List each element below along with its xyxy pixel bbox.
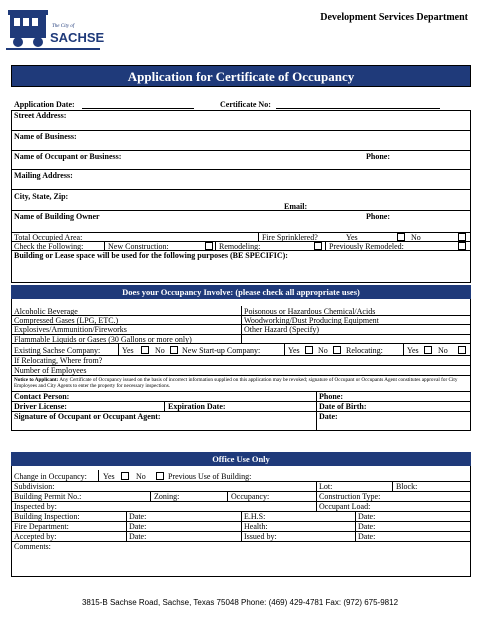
- permit-label: Building Permit No.:: [14, 492, 82, 501]
- issued-by-label: Issued by:: [244, 532, 277, 541]
- sprinklered-yes-checkbox[interactable]: [397, 233, 405, 241]
- relocating-no-checkbox[interactable]: [458, 346, 466, 354]
- fire-department-label: Fire Department:: [14, 522, 69, 531]
- block-label: Block:: [396, 482, 418, 491]
- fire-sprinklered-label: Fire Sprinklered?: [262, 233, 318, 242]
- remodeling-label: Remodeling:: [219, 242, 261, 251]
- change-yes-checkbox[interactable]: [121, 472, 129, 480]
- purpose-label: Building or Lease space will be used for the following purposes (BE SPECIFIC):: [14, 251, 288, 260]
- hazard-flammable[interactable]: Flammable Liquids or Gases (30 Gallons or more only): [14, 335, 192, 344]
- department-name: Development Services Department: [320, 12, 468, 23]
- hazard-woodworking[interactable]: Woodworking/Dust Producing Equipment: [244, 316, 379, 325]
- logo-small-text: The City of: [52, 24, 75, 29]
- previously-remodeled-checkbox[interactable]: [458, 242, 466, 250]
- hazard-other[interactable]: Other Hazard (Specify): [244, 325, 320, 334]
- certificate-no-label: Certificate No:: [220, 100, 271, 109]
- previous-use-label: Previous Use of Building:: [168, 472, 252, 481]
- existing-company-label: Existing Sachse Company:: [14, 346, 101, 355]
- building-owner-label: Name of Building Owner: [14, 212, 100, 221]
- previously-remodeled-label: Previously Remodeled:: [329, 242, 404, 251]
- health-label: Health:: [244, 522, 268, 531]
- accepted-by-label: Accepted by:: [14, 532, 57, 541]
- existing-no-label: No: [155, 346, 165, 355]
- owner-phone-label: Phone:: [366, 212, 390, 221]
- lot-label: Lot:: [319, 482, 333, 491]
- date-of-birth-label: Date of Birth:: [319, 402, 367, 411]
- issued-date-label: Date:: [358, 532, 376, 541]
- contact-phone-label: Phone:: [319, 392, 343, 401]
- involve-section-header: Does your Occupancy Involve: (please check all appropriate uses): [11, 285, 471, 299]
- hazard-alcohol[interactable]: Alcoholic Beverage: [14, 307, 78, 316]
- relocating-no-label: No: [438, 346, 448, 355]
- health-date-label: Date:: [358, 522, 376, 531]
- ehs-date-label: Date:: [358, 512, 376, 521]
- logo-big-text: SACHSE: [50, 30, 105, 45]
- new-startup-label: New Start-up Company:: [182, 346, 261, 355]
- existing-yes-checkbox[interactable]: [141, 346, 149, 354]
- ehs-label: E.H.S:: [244, 512, 266, 521]
- comments-field[interactable]: [11, 551, 471, 577]
- construction-type-label: Construction Type:: [319, 492, 381, 501]
- existing-yes-label: Yes: [122, 346, 134, 355]
- change-no-checkbox[interactable]: [156, 472, 164, 480]
- street-address-label: Street Address:: [14, 111, 67, 120]
- occupancy-label: Occupancy:: [231, 492, 270, 501]
- occupant-phone-label: Phone:: [366, 152, 390, 161]
- email-label: Email:: [284, 202, 308, 211]
- check-following-label: Check the Following:: [14, 242, 84, 251]
- purpose-field[interactable]: [11, 259, 471, 283]
- employees-label: Number of Employees: [14, 366, 87, 375]
- page-title: Application for Certificate of Occupancy: [11, 65, 471, 87]
- mailing-address-label: Mailing Address:: [14, 171, 73, 180]
- relocating-label: Relocating:: [346, 346, 383, 355]
- accepted-date-label: Date:: [129, 532, 147, 541]
- startup-yes-label: Yes: [288, 346, 300, 355]
- notice-to-applicant: Notice to Applicant: Any Certificate of Occupancy issued on the basis of incorrect information supplied on this application may be revoked; signature of Occupant or Occupants Agent constitutes approval for City Employees and City Agents to enter the property for necessary inspections.: [14, 377, 458, 389]
- relocating-from-label: If Relocating, Where from?: [14, 356, 103, 365]
- startup-no-label: No: [318, 346, 328, 355]
- expiration-date-label: Expiration Date:: [168, 402, 226, 411]
- inspected-by-label: Inspected by:: [14, 502, 57, 511]
- change-occupancy-label: Change in Occupancy:: [14, 472, 87, 481]
- new-construction-checkbox[interactable]: [205, 242, 213, 250]
- sprinklered-yes-label: Yes: [346, 233, 358, 242]
- change-yes-label: Yes: [103, 472, 115, 481]
- comments-label: Comments:: [14, 542, 51, 551]
- business-name-label: Name of Business:: [14, 132, 77, 141]
- application-date-label: Application Date:: [14, 100, 75, 109]
- building-inspection-label: Building Inspection:: [14, 512, 80, 521]
- hazard-chemicals[interactable]: Poisonous or Hazardous Chemical/Acids: [244, 307, 376, 316]
- hazard-explosives[interactable]: Explosives/Ammunition/Fireworks: [14, 325, 127, 334]
- office-use-header: Office Use Only: [11, 452, 471, 466]
- contact-person-label: Contact Person:: [14, 392, 70, 401]
- new-construction-label: New Construction:: [108, 242, 169, 251]
- change-no-label: No: [136, 472, 146, 481]
- footer-contact: 3815-B Sachse Road, Sachse, Texas 75048 Phone: (469) 429-4781 Fax: (972) 675-9812: [81, 598, 399, 607]
- city-logo: [6, 6, 105, 56]
- startup-no-checkbox[interactable]: [333, 346, 341, 354]
- occupant-name-label: Name of Occupant or Business:: [14, 152, 122, 161]
- application-date-field[interactable]: [82, 108, 194, 109]
- existing-no-checkbox[interactable]: [170, 346, 178, 354]
- city-state-zip-label: City, State, Zip:: [14, 192, 69, 201]
- hazard-compressed-gases[interactable]: Compressed Gases (LPG, ETC.): [14, 316, 119, 325]
- fire-date-label: Date:: [129, 522, 147, 531]
- relocating-yes-checkbox[interactable]: [424, 346, 432, 354]
- signature-date-label: Date:: [319, 412, 338, 421]
- relocating-yes-label: Yes: [407, 346, 419, 355]
- sprinklered-no-checkbox[interactable]: [458, 233, 466, 241]
- occupant-load-label: Occupant Load:: [319, 502, 371, 511]
- subdivision-label: Subdivision:: [14, 482, 55, 491]
- zoning-label: Zoning:: [154, 492, 180, 501]
- signature-label: Signature of Occupant or Occupant Agent:: [14, 412, 161, 421]
- total-area-label: Total Occupied Area:: [14, 233, 83, 242]
- driver-license-label: Driver License:: [14, 402, 67, 411]
- startup-yes-checkbox[interactable]: [305, 346, 313, 354]
- remodeling-checkbox[interactable]: [314, 242, 322, 250]
- inspection-date-label: Date:: [129, 512, 147, 521]
- sprinklered-no-label: No: [411, 233, 421, 242]
- certificate-no-field[interactable]: [276, 108, 440, 109]
